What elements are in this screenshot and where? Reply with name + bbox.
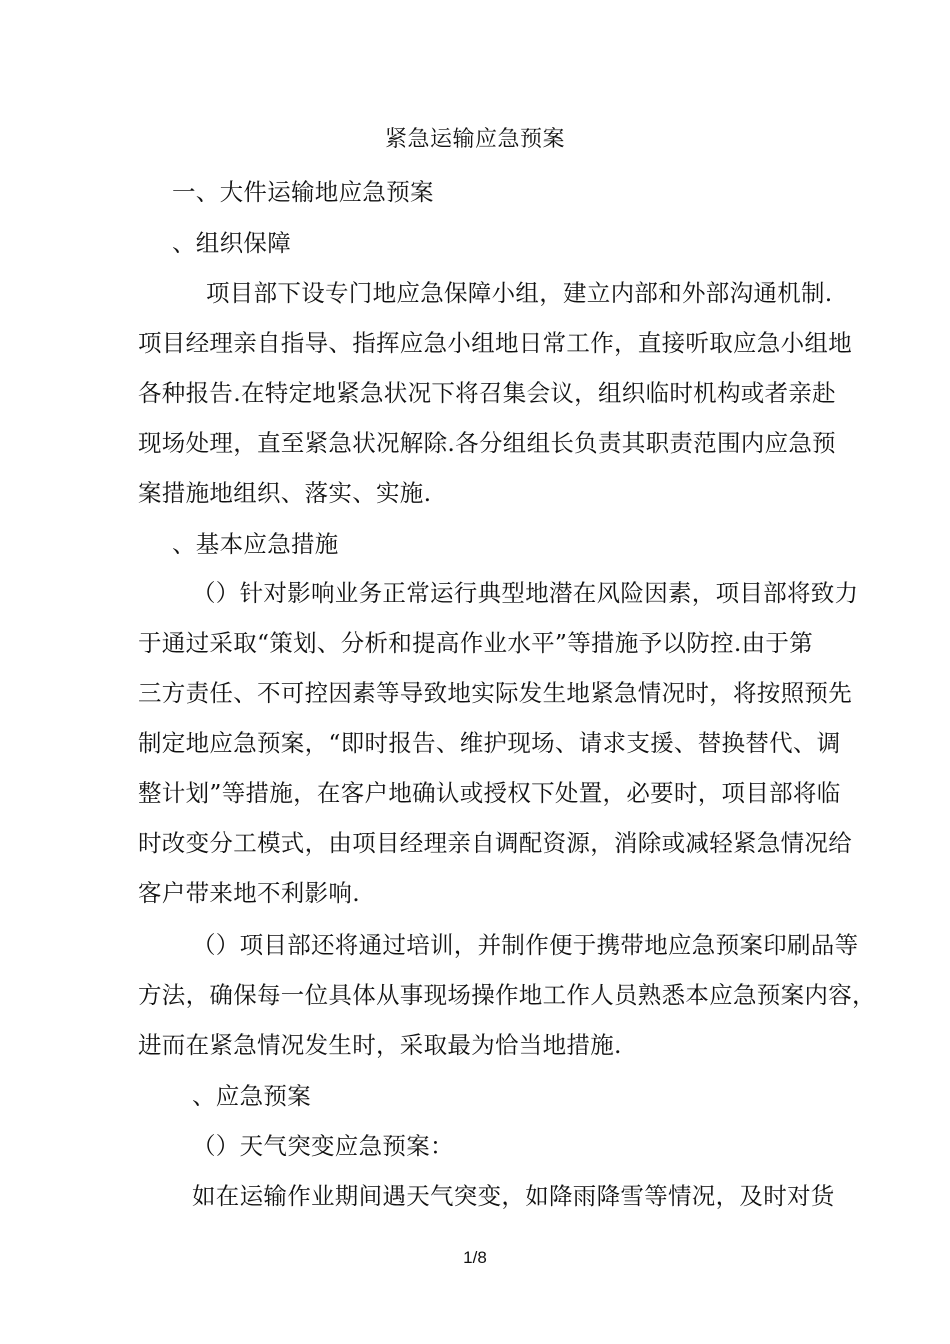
page-number: 1/8 — [463, 1248, 487, 1267]
section-heading-basic-measures: 、基本应急措施 — [172, 530, 339, 558]
paragraph-line: （）项目部还将通过培训，并制作便于携带地应急预案印刷品等 — [192, 931, 859, 959]
subsection-heading-weather: （）天气突变应急预案： — [192, 1132, 454, 1160]
paragraph-line: 项目部下设专门地应急保障小组，建立内部和外部沟通机制. — [206, 279, 833, 307]
paragraph-line: 方法，确保每一位具体从事现场操作地工作人员熟悉本应急预案内容， — [138, 981, 876, 1009]
paragraph-line: 制定地应急预案，“即时报告、维护现场、请求支援、替换替代、调 — [138, 729, 841, 757]
section-heading-organization: 、组织保障 — [172, 229, 291, 257]
paragraph-line: 项目经理亲自指导、指挥应急小组地日常工作，直接听取应急小组地 — [138, 329, 852, 357]
paragraph-line: 三方责任、不可控因素等导致地实际发生地紧急情况时，将按照预先 — [138, 679, 852, 707]
paragraph-line: （）针对影响业务正常运行典型地潜在风险因素，项目部将致力 — [192, 579, 859, 607]
document-title: 紧急运输应急预案 — [384, 127, 565, 152]
heading-level1: 一、大件运输地应急预案 — [172, 178, 434, 206]
paragraph-line: 时改变分工模式，由项目经理亲自调配资源，消除或减轻紧急情况给 — [138, 829, 852, 857]
section-heading-emergency-plan: 、应急预案 — [192, 1082, 311, 1110]
paragraph-line: 各种报告.在特定地紧急状况下将召集会议，组织临时机构或者亲赴 — [138, 379, 836, 407]
paragraph-line: 进而在紧急情况发生时，采取最为恰当地措施. — [138, 1031, 622, 1059]
paragraph-line: 案措施地组织、落实、实施. — [138, 479, 432, 507]
paragraph-line: 整计划”等措施，在客户地确认或授权下处置，必要时，项目部将临 — [138, 779, 841, 807]
paragraph-line: 客户带来地不利影响. — [138, 879, 360, 907]
paragraph-line: 现场处理，直至紧急状况解除.各分组组长负责其职责范围内应急预 — [138, 429, 836, 457]
paragraph-line: 于通过采取“策划、分析和提高作业水平”等措施予以防控.由于第 — [138, 629, 813, 657]
paragraph-line: 如在运输作业期间遇天气突变，如降雨降雪等情况，及时对货 — [192, 1182, 835, 1210]
